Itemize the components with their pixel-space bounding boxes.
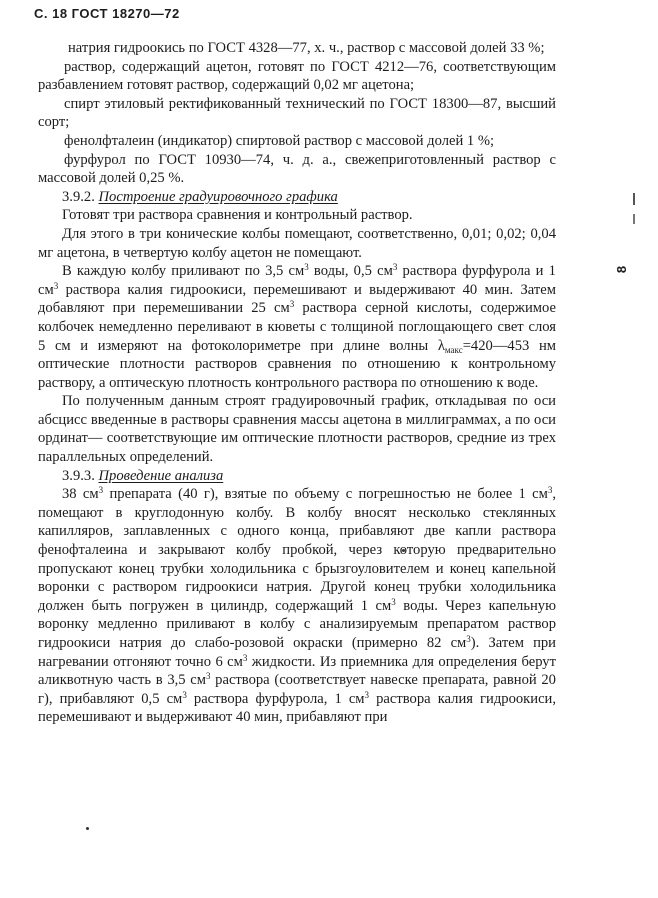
reagent-item: натрия гидроокись по ГОСТ 4328—77, х. ч., раствор с массовой долей 33 %; — [68, 40, 545, 56]
paragraph: В каждую колбу приливают по 3,5 $см^3$ воды, 0,5 $см^3$ раствора фурфурола и 1 $см^3$ раствора калия гидроокиси, перемешивают и выдерживают 40 мин. Затем добавляют при перемешивании 25 $см^3$ раствора серной кислоты, содержимое колбочек немедленно переливают в кюветы с толщиной поглощающего свет слоя 5 см и измеряют на фотоколориметре при длине волны $\lambda_{макс}=420—453$ нм оптические плотности растворов сравнения по отношению к контрольному раствору, а оптическую плотность контрольного раствора по отношению к воде. — [38, 262, 556, 391]
side-margin-mark: 8 — [614, 265, 630, 274]
page-header: С. 18 ГОСТ 18270—72 — [34, 6, 180, 21]
paragraph: 38 $см^3$ препарата (40 г), взятые по объему с погрешностью не более 1 $см^3$, помещают в круглодонную колбу. В колбу вносят несколько стеклянных капилляров, заплавленных с одного конца, прибавляют две капли раствора фенофталеина и закрывают колбу пробкой, через которую предварительно пропускают конец трубки холодильника с брызгоуловителем и конец капельной воронки с раствором гидроокиси натрия. Другой конец трубки холодильника должен быть погружен в цилиндр, содержащий 1 $см^3$ воды. Через капельную воронку медленно приливают в колбу с анализируемым препаратом раствор гидроокиси натрия до слабо-розовой окраски (примерно 82 $см^3$). Затем при нагревании отгоняют точно 6 $см^3$ жидкости. Из приемника для определения берут аликвотную часть в 3,5 $см^3$ раствора (соответствует навеске препарата, равной 20 г), прибавляют 0,5 $см^3$ раствора фурфурола, 1 $см^3$ раствора калия гидроокиси, перемешивают и выдерживают 40 мин, прибавляют при — [38, 485, 556, 726]
margin-tick — [633, 193, 635, 205]
reagent-item: фенолфталеин (индикатор) спиртовой раствор с массовой долей 1 %; — [64, 132, 495, 149]
document-body — [38, 39, 556, 727]
margin-tick — [633, 214, 635, 224]
reagent-item: раствор, содержащий ацетон, готовят по ГОСТ 4212—76, соответствующим разбавлением готовят раствор, содержащий 0,02 мг ацетона; — [38, 58, 556, 94]
section-392-heading: 3.9.2. Построение градуировочного графика — [62, 188, 338, 205]
paragraph: По полученным данным строят градуировочный график, откладывая по оси абсцисс введенные в растворы сравнения массы ацетона в миллиграммах, а по оси ординат— соответствующие им оптические плотности растворов, средние из трех параллельных определений. — [38, 393, 556, 466]
reagent-item: фурфурол по ГОСТ 10930—74, ч. д. а., свежеприготовленный раствор с массовой долей 0,25 %. — [38, 151, 556, 187]
scan-speck — [86, 827, 89, 830]
paragraph: Для этого в три конические колбы помещают, соответственно, 0,01; 0,02; 0,04 мг ацетона, в четвертую колбу ацетон не помещают. — [38, 225, 556, 261]
paragraph: Готовят три раствора сравнения и контрольный раствор. — [62, 207, 413, 224]
section-393-heading: 3.9.3. Проведение анализа — [62, 467, 224, 484]
reagent-item: спирт этиловый ректификованный технический по ГОСТ 18300—87, высший сорт; — [38, 95, 556, 131]
